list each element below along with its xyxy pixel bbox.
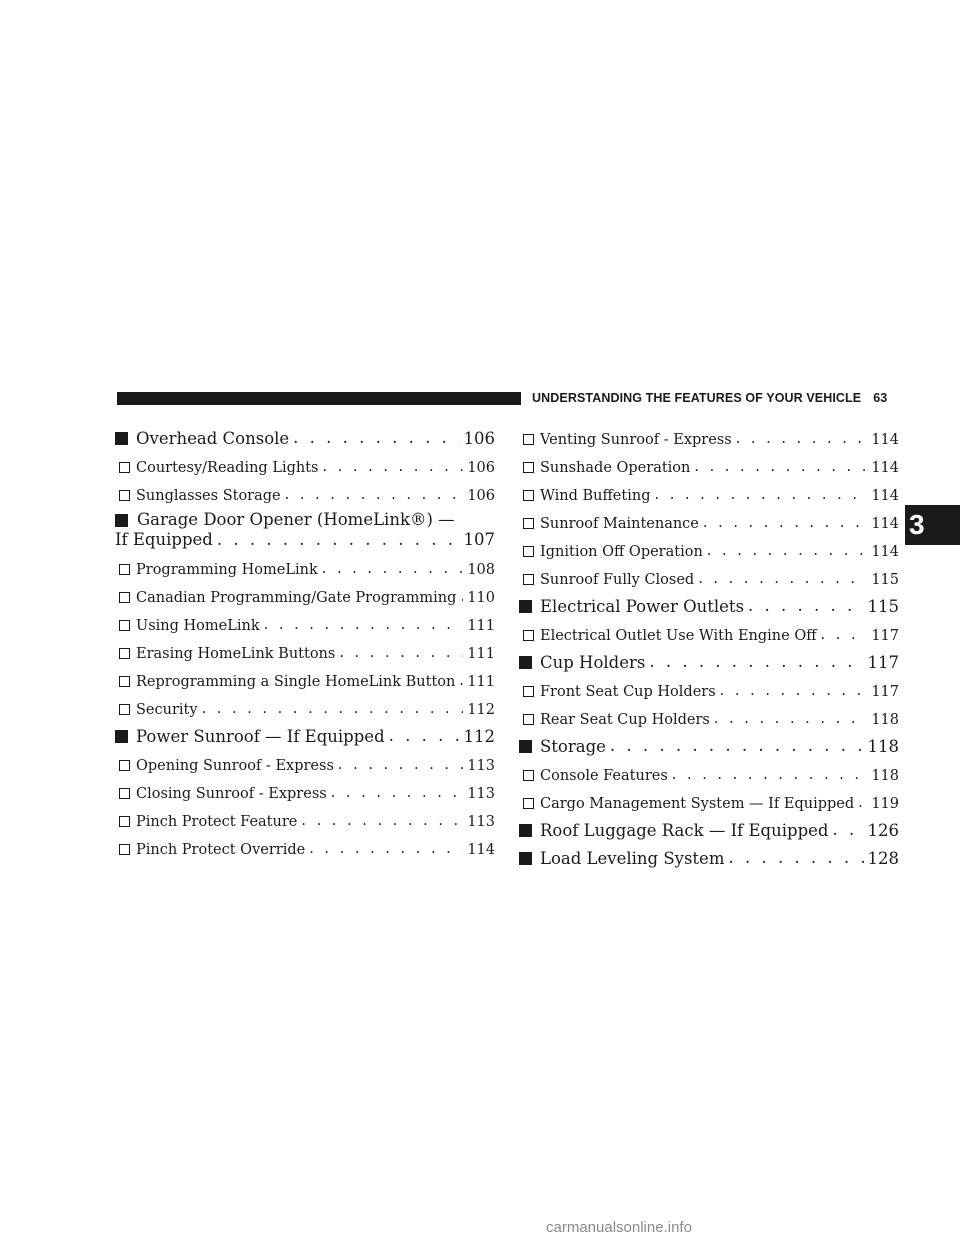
toc-entry-label: Power Sunroof — If Equipped <box>136 727 385 746</box>
toc-entry-sub[interactable] <box>115 606 495 634</box>
toc-entry-label: Front Seat Cup Holders <box>540 684 716 700</box>
toc-entry-main[interactable] <box>519 728 899 756</box>
square-bullet-icon <box>115 514 128 527</box>
dot-leader <box>707 544 868 561</box>
toc-entry-label: Pinch Protect Feature <box>136 814 298 830</box>
dot-leader <box>309 842 463 859</box>
hollow-square-icon <box>119 760 130 771</box>
running-header <box>532 391 887 405</box>
toc-entry-main[interactable] <box>519 840 899 868</box>
toc-entry-page: 114 <box>871 488 899 504</box>
toc-entry-page: 113 <box>467 814 495 830</box>
toc-entry-sub[interactable] <box>519 532 899 560</box>
toc-entry-sub[interactable] <box>519 420 899 448</box>
toc-right-column <box>519 420 899 868</box>
toc-entry-label: Electrical Power Outlets <box>540 597 745 616</box>
hollow-square-icon <box>119 620 130 631</box>
square-bullet-icon <box>519 600 532 613</box>
toc-entry-label: Closing Sunroof - Express <box>136 786 327 802</box>
chapter-tab[interactable]: 3 <box>905 505 960 545</box>
dot-leader <box>649 654 863 673</box>
toc-entry-label: Programming HomeLink <box>136 562 318 578</box>
toc-entry-label: Storage <box>540 737 606 756</box>
toc-entry-sub[interactable] <box>519 700 899 728</box>
hollow-square-icon <box>523 490 534 501</box>
toc-entry-label: Canadian Programming/Gate Programming <box>136 590 457 606</box>
section-title: UNDERSTANDING THE FEATURES OF YOUR VEHICLE <box>532 391 862 405</box>
hollow-square-icon <box>119 844 130 855</box>
toc-entry-sub[interactable] <box>519 476 899 504</box>
toc-entry-page: 115 <box>867 597 899 616</box>
toc-entry-label: Cup Holders <box>540 653 646 672</box>
toc-entry-page: 118 <box>871 712 899 728</box>
hollow-square-icon <box>523 574 534 585</box>
hollow-square-icon <box>523 518 534 529</box>
toc-entry-page: 112 <box>467 702 495 718</box>
hollow-square-icon <box>523 798 534 809</box>
toc-entry-sub[interactable] <box>519 756 899 784</box>
dot-leader <box>720 684 868 701</box>
hollow-square-icon <box>119 462 130 473</box>
hollow-square-icon <box>119 676 130 687</box>
toc-entry-main[interactable] <box>519 644 899 672</box>
square-bullet-icon <box>519 656 532 669</box>
toc-entry-label: Load Leveling System <box>540 849 725 868</box>
square-bullet-icon <box>519 740 532 753</box>
toc-entry-label: Sunroof Maintenance <box>540 516 699 532</box>
dot-leader <box>217 532 460 551</box>
toc-entry-label: Console Features <box>540 768 668 784</box>
toc-entry-label: Garage Door Opener (HomeLink®) — <box>137 510 455 529</box>
toc-entry-sub[interactable] <box>115 746 495 774</box>
dot-leader <box>694 460 867 477</box>
hollow-square-icon <box>523 770 534 781</box>
toc-entry-page: 117 <box>871 628 899 644</box>
toc-entry-main[interactable] <box>115 420 495 448</box>
dot-leader <box>459 674 463 691</box>
toc-entry-sub[interactable] <box>519 616 899 644</box>
toc-entry-page: 114 <box>871 432 899 448</box>
toc-entry-label: If Equipped <box>115 530 213 549</box>
toc-entry-page: 114 <box>871 460 899 476</box>
square-bullet-icon <box>115 730 128 743</box>
dot-leader <box>654 488 867 505</box>
dot-leader <box>389 728 460 747</box>
toc-entry-main[interactable] <box>519 588 899 616</box>
dot-leader <box>714 712 867 729</box>
toc-entry-page: 114 <box>871 516 899 532</box>
toc-entry-page: 106 <box>467 488 495 504</box>
toc-entry-page: 119 <box>871 796 899 812</box>
hollow-square-icon <box>119 704 130 715</box>
hollow-square-icon <box>119 816 130 827</box>
toc-entry-page: 112 <box>463 727 495 746</box>
toc-entry-page: 115 <box>871 572 899 588</box>
square-bullet-icon <box>115 432 128 445</box>
dot-leader <box>460 590 463 607</box>
toc-entry-sub[interactable] <box>115 830 495 858</box>
toc-entry-sub[interactable] <box>115 448 495 476</box>
toc-entry-label: Ignition Off Operation <box>540 544 703 560</box>
dot-leader <box>728 850 863 869</box>
toc-entry-label: Using HomeLink <box>136 618 260 634</box>
toc-entry-label: Erasing HomeLink Buttons <box>136 646 336 662</box>
toc-entry-label: Roof Luggage Rack — If Equipped <box>540 821 829 840</box>
dot-leader <box>202 702 464 719</box>
dot-leader <box>698 572 867 589</box>
toc-entry-page: 106 <box>463 429 495 448</box>
toc-entry-label: Wind Buffeting <box>540 488 651 504</box>
dot-leader <box>331 786 464 803</box>
toc-entry-label: Rear Seat Cup Holders <box>540 712 710 728</box>
toc-entry-page: 113 <box>467 758 495 774</box>
toc-entry-label: Sunglasses Storage <box>136 488 281 504</box>
toc-entry-sub[interactable] <box>519 784 899 812</box>
toc-entry-sub[interactable] <box>519 448 899 476</box>
toc-entry-sub[interactable] <box>115 578 495 606</box>
hollow-square-icon <box>523 434 534 445</box>
dot-leader <box>703 516 867 533</box>
hollow-square-icon <box>119 648 130 659</box>
hollow-square-icon <box>119 788 130 799</box>
toc-entry-page: 106 <box>467 460 495 476</box>
dot-leader <box>264 618 464 635</box>
toc-entry-label: Security <box>136 702 198 718</box>
toc-entry-label: Electrical Outlet Use With Engine Off <box>540 628 817 644</box>
toc-entry-label: Cargo Management System — If Equipped <box>540 796 855 812</box>
toc-entry-label: Opening Sunroof - Express <box>136 758 334 774</box>
toc-entry-sub[interactable] <box>519 504 899 532</box>
toc-entry-sub[interactable] <box>115 774 495 802</box>
dot-leader <box>832 822 863 841</box>
toc-entry-page: 114 <box>467 842 495 858</box>
toc-entry-sub[interactable] <box>115 476 495 504</box>
dot-leader <box>672 768 868 785</box>
toc-entry-page: 108 <box>467 562 495 578</box>
hollow-square-icon <box>119 490 130 501</box>
dot-leader <box>322 460 463 477</box>
dot-leader <box>821 628 868 645</box>
hollow-square-icon <box>119 592 130 603</box>
toc-entry-sub[interactable] <box>115 662 495 690</box>
toc-entry-main[interactable] <box>519 812 899 840</box>
dot-leader <box>338 758 463 775</box>
dot-leader <box>858 796 867 813</box>
toc-entry-page: 118 <box>871 768 899 784</box>
toc-entry-main[interactable] <box>115 718 495 746</box>
toc-entry-page: 110 <box>467 590 495 606</box>
dot-leader <box>285 488 464 505</box>
toc-entry-page: 114 <box>871 544 899 560</box>
toc-entry-sub[interactable] <box>519 672 899 700</box>
toc-entry-page: 107 <box>463 530 495 549</box>
dot-leader <box>293 430 459 449</box>
page-number: 63 <box>873 391 888 405</box>
header-rule <box>117 392 521 405</box>
toc-entry-label: Sunshade Operation <box>540 460 691 476</box>
toc-entry-sub[interactable] <box>115 634 495 662</box>
toc-entry-page: 111 <box>467 646 495 662</box>
toc-entry-page: 118 <box>867 737 899 756</box>
toc-entry-sub[interactable] <box>115 550 495 578</box>
dot-leader <box>322 562 464 579</box>
dot-leader <box>748 598 863 617</box>
toc-entry-sub[interactable] <box>115 802 495 830</box>
hollow-square-icon <box>523 714 534 725</box>
toc-entry-sub[interactable] <box>115 690 495 718</box>
toc-entry-page: 117 <box>867 653 899 672</box>
hollow-square-icon <box>523 686 534 697</box>
toc-entry-label: Reprogramming a Single HomeLink Button <box>136 674 456 690</box>
dot-leader <box>736 432 868 449</box>
toc-entry-page: 111 <box>467 674 495 690</box>
hollow-square-icon <box>119 564 130 575</box>
hollow-square-icon <box>523 546 534 557</box>
toc-entry-label: Venting Sunroof - Express <box>540 432 732 448</box>
toc-entry-label: Courtesy/Reading Lights <box>136 460 319 476</box>
hollow-square-icon <box>523 462 534 473</box>
toc-entry-main[interactable] <box>115 504 495 550</box>
dot-leader <box>610 738 864 757</box>
square-bullet-icon <box>519 852 532 865</box>
toc-entry-page: 117 <box>871 684 899 700</box>
toc-entry-page: 128 <box>867 849 899 868</box>
dot-leader <box>339 646 463 663</box>
toc-entry-label: Sunroof Fully Closed <box>540 572 695 588</box>
watermark-url: carmanualsonline.info <box>546 1219 692 1236</box>
toc-entry-page: 111 <box>467 618 495 634</box>
toc-entry-page: 126 <box>867 821 899 840</box>
toc-entry-label: Overhead Console <box>136 429 290 448</box>
square-bullet-icon <box>519 824 532 837</box>
dot-leader <box>301 814 463 831</box>
hollow-square-icon <box>523 630 534 641</box>
toc-entry-sub[interactable] <box>519 560 899 588</box>
toc-entry-page: 113 <box>467 786 495 802</box>
toc-entry-label: Pinch Protect Override <box>136 842 306 858</box>
toc-left-column <box>115 420 495 858</box>
